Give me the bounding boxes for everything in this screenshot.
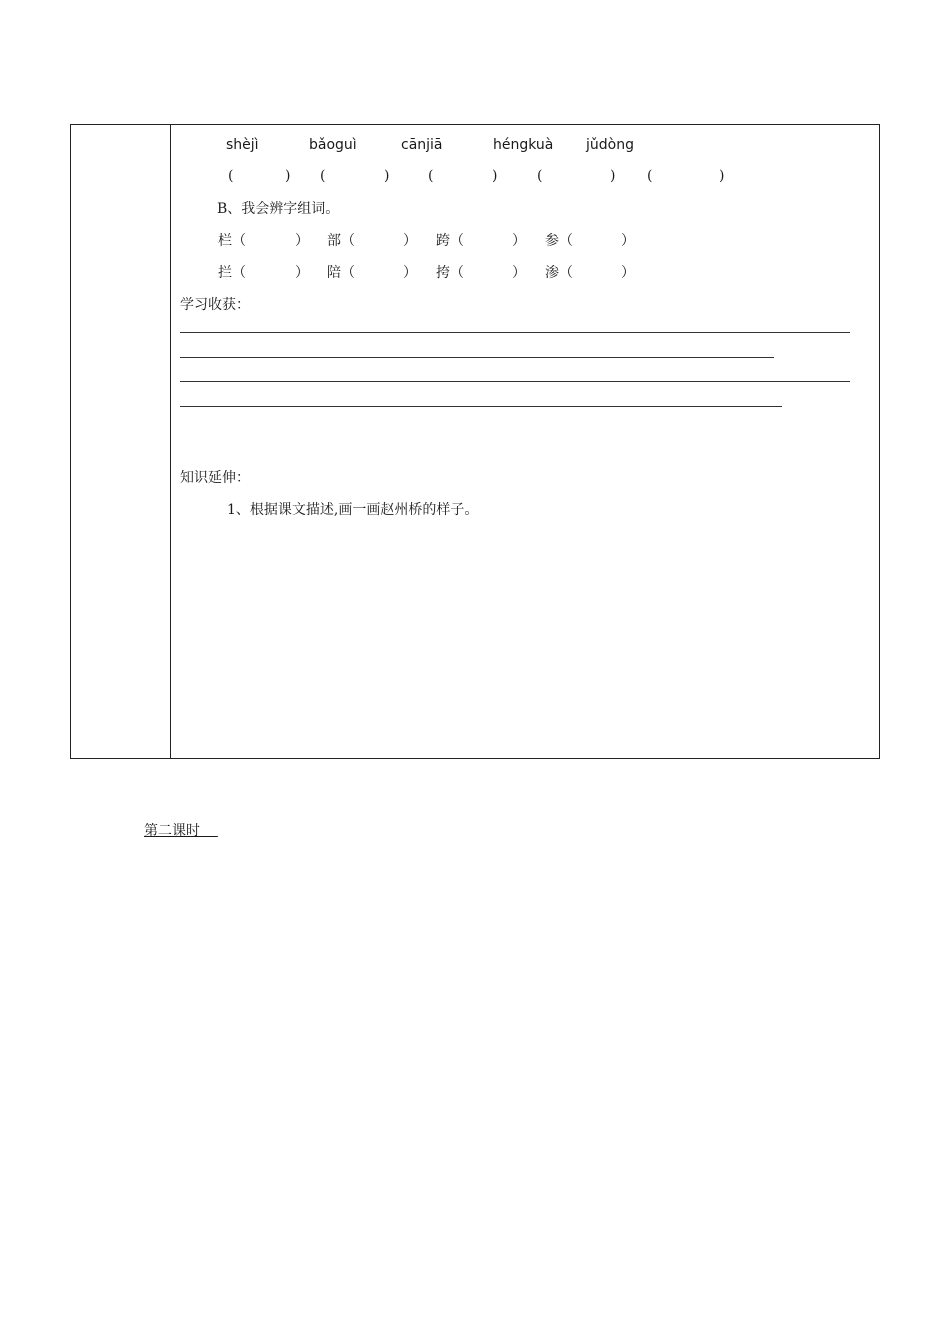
writing-line <box>180 406 782 407</box>
char-paren-close: ） <box>403 265 417 281</box>
task-1-draw-bridge: 1、根据课文描述,画一画赵州桥的样子。 <box>227 502 479 518</box>
char-item: 参（ <box>545 233 573 249</box>
knowledge-extension-label: 知识延伸： <box>180 470 250 486</box>
char-item: 部（ <box>327 233 355 249</box>
writing-line <box>180 381 850 382</box>
learning-gains-label: 学习收获： <box>180 297 250 313</box>
char-paren-close: ） <box>621 265 635 281</box>
pinyin-1: shèjì <box>226 137 259 153</box>
pinyin-3: cānjiā <box>401 137 443 153</box>
paren-open: ( <box>228 168 234 184</box>
char-paren-close: ） <box>621 233 635 249</box>
char-item: 渗（ <box>545 265 573 281</box>
char-item: 栏（ <box>218 233 246 249</box>
writing-line <box>180 332 850 333</box>
lesson-section-title-text: 第二课时 <box>144 823 200 839</box>
pinyin-5: jǔdòng <box>586 137 634 153</box>
char-paren-close: ） <box>403 233 417 249</box>
paren-close: ) <box>384 168 390 184</box>
char-item: 拦（ <box>218 265 246 281</box>
paren-open: ( <box>537 168 543 184</box>
worksheet-table <box>70 124 880 759</box>
paren-close: ) <box>610 168 616 184</box>
char-paren-close: ） <box>512 233 526 249</box>
writing-line <box>180 357 774 358</box>
char-item: 陪（ <box>327 265 355 281</box>
paren-open: ( <box>647 168 653 184</box>
paren-close: ) <box>285 168 291 184</box>
section-b-title: B、我会辨字组词。 <box>217 201 340 217</box>
char-paren-close: ） <box>295 233 309 249</box>
lesson-section-title <box>144 822 218 840</box>
char-item: 挎（ <box>436 265 464 281</box>
char-item: 跨（ <box>436 233 464 249</box>
paren-open: ( <box>320 168 326 184</box>
paren-open: ( <box>428 168 434 184</box>
paren-close: ) <box>492 168 498 184</box>
left-column-cell <box>71 125 171 758</box>
char-paren-close: ） <box>512 265 526 281</box>
pinyin-4: héngkuà <box>493 137 554 153</box>
pinyin-2: bǎoguì <box>309 137 357 153</box>
char-paren-close: ） <box>295 265 309 281</box>
paren-close: ) <box>719 168 725 184</box>
